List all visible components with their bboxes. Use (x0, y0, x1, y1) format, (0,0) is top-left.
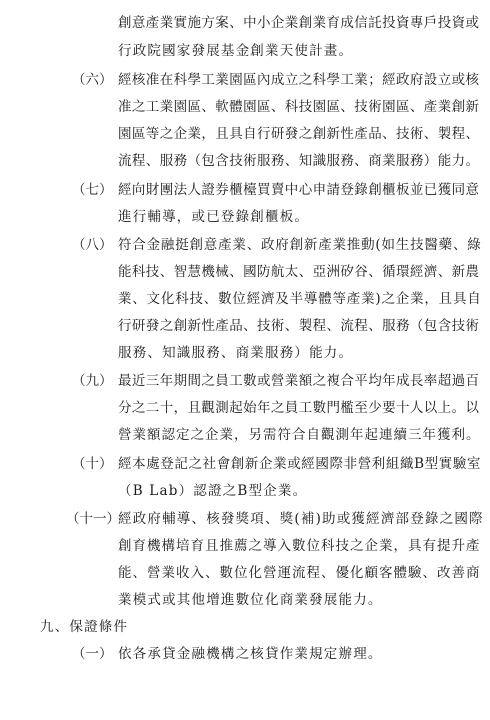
item-8-line: 業、文化科技、數位經濟及半導體等產業)之企業，且具自 (118, 291, 482, 307)
item-6-marker: （六） (72, 72, 113, 88)
item-9-line: 分之二十，且觀測起始年之員工數門檻至少要十人以上。以 (118, 400, 480, 416)
item-10-line: 經本處登記之社會創新企業或經國際非營利組織B型實驗室 (118, 456, 482, 472)
item-6-line: 准之工業園區、軟體園區、科技園區、技術園區、產業創新 (118, 99, 480, 115)
item-7-line: 進行輔導，或已登錄創櫃板。 (118, 209, 310, 225)
section-heading: 九、保證條件 (40, 619, 129, 635)
intro-line: 創意產業實施方案、中小企業創業育成信託投資專戶投資或 (118, 15, 480, 31)
item-7-line: 經向財團法人證券櫃檯買賣中心申請登錄創櫃板並已獲同意 (118, 182, 480, 198)
item-9-line: 最近三年期間之員工數或營業額之複合平均年成長率超過百 (118, 373, 480, 389)
item-7-marker: （七） (72, 182, 113, 198)
item-10-marker: （十） (72, 456, 113, 472)
item-8-line: 行研發之創新性產品、技術、製程、流程、服務（包含技術 (118, 318, 480, 334)
item-11-line: 能、營業收入、數位化營運流程、優化顧客體驗、改善商 (118, 565, 481, 581)
item-8-marker: （八） (72, 237, 113, 253)
item-8-line: 服務、知識服務、商業服務）能力。 (118, 345, 354, 361)
item-6-line: 園區等之企業，且具自行研發之創新性產品、技術、製程、 (118, 126, 480, 142)
item-11-line: 業模式或其他增進數位化商業發展能力。 (118, 592, 383, 608)
item-6-line: 流程、服務（包含技術服務、知識服務、商業服務）能力。 (118, 153, 480, 169)
item-11-marker: （十一） (66, 511, 120, 527)
item-8-line: 符合金融挺創意產業、政府創新產業推動(如生技醫藥、綠 (118, 237, 482, 253)
item-10-line: （B Lab）認證之B型企業。 (118, 483, 308, 499)
item-8-line: 能科技、智慧機械、國防航太、亞洲矽谷、循環經濟、新農 (118, 264, 480, 280)
item-9-marker: （九） (72, 373, 113, 389)
section-item-marker: （一） (72, 646, 113, 662)
intro-line: 行政院國家發展基金創業天使計畫。 (118, 43, 354, 59)
item-11-line: 經政府輔導、核發獎項、獎(補)助或獲經濟部登錄之國際 (118, 511, 484, 527)
item-11-line: 創育機構培育且推薦之導入數位科技之企業，具有提升產 (118, 538, 481, 554)
item-6-line: 經核准在科學工業園區內成立之科學工業；經政府設立或核 (118, 72, 480, 88)
section-item-line: 依各承貸金融機構之核貸作業規定辦理。 (118, 646, 383, 662)
item-9-line: 營業額認定之企業，另需符合自觀測年起連續三年獲利。 (118, 427, 481, 443)
